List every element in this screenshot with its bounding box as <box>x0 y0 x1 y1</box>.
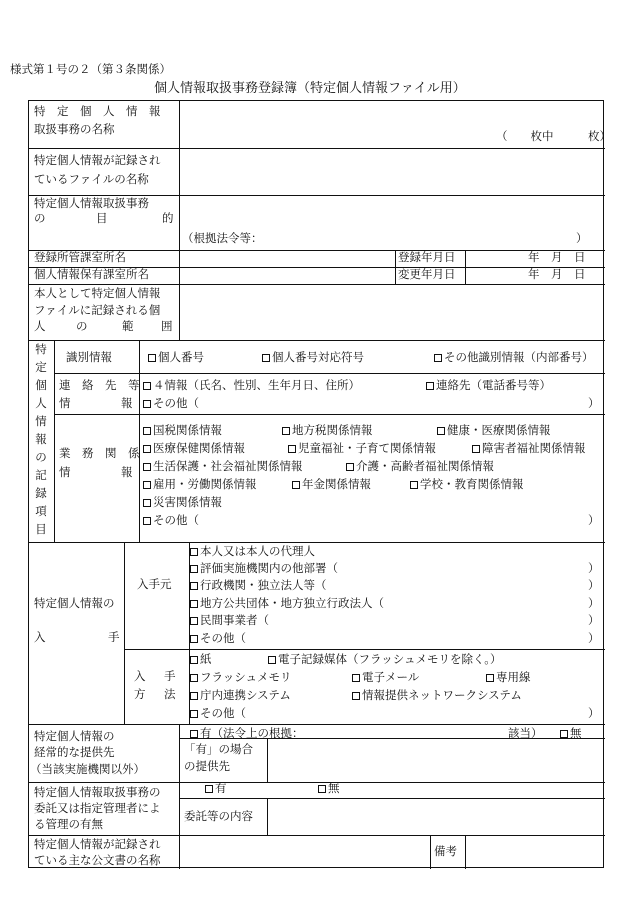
rule <box>465 835 466 869</box>
checkbox-other-id[interactable] <box>434 352 594 364</box>
checkbox-pension[interactable] <box>292 479 371 491</box>
option-label: 個人番号対応符号 <box>272 350 364 364</box>
label-scope-3c: 範 <box>122 319 134 333</box>
checkbox-health[interactable] <box>437 425 551 437</box>
rule <box>430 835 431 869</box>
rule <box>54 340 55 542</box>
reg-date-value: 年 月 日 <box>528 250 586 264</box>
checkbox-icon <box>143 400 151 408</box>
label-business-2a: 情 <box>59 465 71 479</box>
checkbox-icon <box>292 481 300 489</box>
option-label: 国税関係情報 <box>153 423 222 437</box>
label-outsourcing-content: 委託等の内容 <box>184 809 253 823</box>
rule <box>29 148 605 149</box>
checkbox-four-info[interactable] <box>143 380 360 392</box>
checkbox-method-other[interactable] <box>190 708 246 720</box>
label-documents-1: 特定個人情報が記録され <box>34 837 161 851</box>
option-label: フラッシュメモリ <box>200 670 292 684</box>
label-acquisition-2b: 手 <box>108 630 120 644</box>
label-file-1: 特定個人情報が記録され <box>34 153 161 167</box>
vertical-char: 録 <box>35 486 47 501</box>
checkbox-icon <box>148 354 156 362</box>
change-date-value: 年 月 日 <box>528 267 586 281</box>
label-outsourcing-3: る管理の有無 <box>34 817 103 831</box>
checkbox-disaster[interactable] <box>143 497 222 509</box>
label-outsourcing-2: 委託又は指定管理者によ <box>34 801 161 815</box>
source-close: ） <box>588 613 600 627</box>
checkbox-icon <box>190 582 198 590</box>
checkbox-icon <box>205 785 213 793</box>
provision-applicable: 該当） <box>508 726 543 740</box>
label-method-2a: 方 <box>134 687 146 701</box>
checkbox-icon <box>268 656 276 664</box>
rule <box>395 250 396 284</box>
option-label: 民間事業者（ <box>200 613 269 627</box>
checkbox-icon <box>472 445 480 453</box>
checkbox-method-internal-system[interactable] <box>190 690 291 702</box>
checkbox-icon <box>143 481 151 489</box>
option-label: 介護・高齢者福祉関係情報 <box>356 459 494 473</box>
checkbox-icon <box>143 427 151 435</box>
checkbox-my-number[interactable] <box>148 352 204 364</box>
option-label: 無 <box>570 726 582 740</box>
vertical-char: 人 <box>35 396 47 411</box>
option-label: 庁内連携システム <box>200 688 291 702</box>
checkbox-icon <box>190 548 198 556</box>
label-documents-2: ている主な公文書の名称 <box>34 853 161 867</box>
option-label: 学校・教育関係情報 <box>420 477 524 491</box>
checkbox-icon <box>143 445 151 453</box>
label-change-date: 変更年月日 <box>398 267 456 281</box>
label-id-info: 識別情報 <box>66 350 112 364</box>
option-label: 児童福祉・子育て関係情報 <box>298 441 436 455</box>
page-count: （ 枚中 枚） <box>496 129 611 143</box>
checkbox-my-number-code[interactable] <box>262 352 364 364</box>
label-business-2b: 報 <box>121 465 133 479</box>
vertical-char: 特 <box>35 342 47 356</box>
label-name-1: 特 定 個 人 情 報 <box>34 104 161 118</box>
business-other-close: ） <box>588 513 600 527</box>
rule <box>54 373 605 374</box>
checkbox-method-email[interactable] <box>352 672 419 684</box>
label-scope-3a: 人 <box>34 319 46 333</box>
checkbox-child-welfare[interactable] <box>288 443 436 455</box>
source-close: ） <box>588 596 600 610</box>
checkbox-outsourcing-no[interactable] <box>318 783 340 795</box>
checkbox-icon <box>318 785 326 793</box>
label-scope-3d: 囲 <box>161 319 173 333</box>
option-label: 健康・医療関係情報 <box>447 423 551 437</box>
label-acquisition-2a: 入 <box>34 630 46 644</box>
label-purpose-2a: の <box>34 211 46 225</box>
label-reg-date: 登録年月日 <box>398 250 456 264</box>
label-file-2: ているファイルの名称 <box>34 172 149 186</box>
checkbox-icon <box>190 710 198 718</box>
rule <box>179 798 605 799</box>
checkbox-method-network[interactable] <box>352 690 522 702</box>
method-close: ） <box>588 706 600 720</box>
vertical-char: 報 <box>35 432 47 447</box>
rule <box>29 724 605 725</box>
checkbox-icon <box>560 730 568 738</box>
label-scope-1: 本人として特定個人情報 <box>34 286 161 300</box>
label-acquisition-1: 特定個人情報の <box>34 596 115 610</box>
rule <box>54 414 605 415</box>
checkbox-business-other[interactable] <box>143 515 199 527</box>
option-label: 有（法令上の根拠： <box>200 726 304 740</box>
checkbox-icon <box>190 617 198 625</box>
checkbox-contact-other[interactable] <box>143 398 199 410</box>
checkbox-medical[interactable] <box>143 443 245 455</box>
checkbox-disability[interactable] <box>472 443 586 455</box>
checkbox-icon <box>426 382 434 390</box>
rule <box>124 542 125 724</box>
option-label: 本人又は本人の代理人 <box>200 544 315 558</box>
checkbox-icon <box>190 674 198 682</box>
option-label: 連絡先（電話番号等） <box>436 378 551 392</box>
checkbox-icon <box>190 565 198 573</box>
checkbox-icon <box>352 692 360 700</box>
option-label: 個人番号 <box>158 350 204 364</box>
checkbox-source-other[interactable] <box>190 633 246 645</box>
checkbox-method-paper[interactable] <box>190 654 212 666</box>
option-label: 評価実施機関内の他部署（ <box>200 561 338 575</box>
checkbox-contact[interactable] <box>426 380 551 392</box>
label-outsourcing-1: 特定個人情報取扱事務の <box>34 785 161 799</box>
option-label: その他識別情報（内部番号） <box>444 350 594 364</box>
rule <box>29 340 605 341</box>
checkbox-provision-yes[interactable] <box>190 728 304 740</box>
rule <box>29 782 605 783</box>
source-close: ） <box>588 578 600 592</box>
rule <box>29 542 605 543</box>
checkbox-icon <box>143 499 151 507</box>
option-label: 年金関係情報 <box>302 477 371 491</box>
rule <box>29 284 605 285</box>
option-label: 専用線 <box>496 670 531 684</box>
label-provision-3: （当該実施機関以外） <box>30 762 145 776</box>
vertical-char: 定 <box>35 360 47 375</box>
checkbox-icon <box>190 730 198 738</box>
contact-other-close: ） <box>588 396 600 410</box>
label-contact-2a: 情 <box>59 396 71 410</box>
source-close: ） <box>588 631 600 645</box>
vertical-char: 情 <box>35 414 47 429</box>
rule <box>465 250 466 284</box>
rule <box>267 738 268 782</box>
label-remarks: 備考 <box>434 844 457 858</box>
rule <box>179 724 180 869</box>
label-provision-dest-2: の提供先 <box>184 759 230 773</box>
checkbox-provision-no[interactable] <box>560 728 582 740</box>
checkbox-icon <box>143 517 151 525</box>
basis-law-close: ） <box>576 231 588 245</box>
option-label: 災害関係情報 <box>153 495 222 509</box>
label-holding-dept: 個人情報保有課室所名 <box>34 267 149 281</box>
label-purpose-1: 特定個人情報取扱事務 <box>34 196 149 210</box>
label-name-2: 取扱事務の名称 <box>34 122 115 136</box>
rule <box>267 798 268 835</box>
label-source: 入手元 <box>137 577 172 591</box>
checkbox-icon <box>143 463 151 471</box>
checkbox-icon <box>143 382 151 390</box>
option-label: 電子メール <box>362 670 420 684</box>
option-label: 行政機関・独立法人等（ <box>200 578 327 592</box>
label-recorded-items <box>35 344 47 536</box>
basis-law-open: （根拠法令等： <box>182 231 263 245</box>
rule <box>29 835 605 836</box>
checkbox-icon <box>262 354 270 362</box>
label-contact-2b: 報 <box>121 396 133 410</box>
option-label: 有 <box>215 781 227 795</box>
checkbox-icon <box>190 635 198 643</box>
vertical-char: の <box>35 450 47 465</box>
label-scope-3b: の <box>76 319 88 333</box>
checkbox-icon <box>434 354 442 362</box>
checkbox-source-self[interactable] <box>190 546 315 558</box>
checkbox-icon <box>346 463 354 471</box>
vertical-char: 記 <box>35 468 47 483</box>
option-label: その他（ <box>200 706 246 720</box>
checkbox-method-flash[interactable] <box>190 672 292 684</box>
option-label: ４情報（氏名、性別、生年月日、住所） <box>153 378 360 392</box>
rule <box>179 101 180 340</box>
checkbox-icon <box>190 600 198 608</box>
vertical-char: 目 <box>35 522 47 537</box>
checkbox-icon <box>288 445 296 453</box>
label-contact-1: 連 絡 先 等 <box>59 378 140 392</box>
checkbox-icon <box>486 674 494 682</box>
option-label: 障害者福祉関係情報 <box>482 441 586 455</box>
checkbox-method-media[interactable] <box>268 654 502 666</box>
option-label: 無 <box>328 781 340 795</box>
label-purpose-2c: 的 <box>162 211 174 225</box>
checkbox-source-internal[interactable] <box>190 563 338 575</box>
checkbox-icon <box>352 674 360 682</box>
label-method-1b: 手 <box>164 669 176 683</box>
checkbox-method-dedicated[interactable] <box>486 672 531 684</box>
label-method-1a: 入 <box>134 669 146 683</box>
vertical-char: 項 <box>35 504 47 519</box>
checkbox-national-tax[interactable] <box>143 425 222 437</box>
option-label: その他（ <box>153 513 199 527</box>
checkbox-livelihood[interactable] <box>143 461 303 473</box>
option-label: 生活保護・社会福祉関係情報 <box>153 459 303 473</box>
option-label: 雇用・労働関係情報 <box>153 477 257 491</box>
checkbox-source-private[interactable] <box>190 615 269 627</box>
option-label: 地方税関係情報 <box>292 423 373 437</box>
option-label: 医療保健関係情報 <box>153 441 245 455</box>
option-label: 電子記録媒体（フラッシュメモリを除く。） <box>278 652 502 666</box>
checkbox-source-local[interactable] <box>190 598 384 610</box>
checkbox-source-govt[interactable] <box>190 580 327 592</box>
label-provision-2: 経常的な提供先 <box>34 745 115 759</box>
page-title: 個人情報取扱事務登録簿（特定個人情報ファイル用） <box>154 81 466 96</box>
vertical-char: 個 <box>35 378 47 393</box>
checkbox-icon <box>282 427 290 435</box>
checkbox-icon <box>190 692 198 700</box>
checkbox-icon <box>410 481 418 489</box>
checkbox-icon <box>437 427 445 435</box>
rule <box>124 649 605 650</box>
checkbox-icon <box>190 656 198 664</box>
source-close: ） <box>588 561 600 575</box>
rule <box>139 340 140 542</box>
label-provision-1: 特定個人情報の <box>34 729 115 743</box>
option-label: その他（ <box>200 631 246 645</box>
checkbox-employment[interactable] <box>143 479 257 491</box>
label-business-1: 業 務 関 係 <box>59 446 140 460</box>
label-method-2b: 法 <box>164 687 176 701</box>
label-scope-2: ファイルに記録される個 <box>34 303 161 317</box>
label-provision-dest-1: 「有」の場合 <box>184 742 253 756</box>
checkbox-outsourcing-yes[interactable] <box>205 783 227 795</box>
label-purpose-2b: 目 <box>96 211 108 225</box>
option-label: 紙 <box>200 652 212 666</box>
checkbox-elderly-care[interactable] <box>346 461 494 473</box>
label-reg-dept: 登録所管課室所名 <box>34 250 126 264</box>
option-label: 情報提供ネットワークシステム <box>362 688 522 702</box>
option-label: 地方公共団体・地方独立行政法人（ <box>200 596 384 610</box>
option-label: その他（ <box>153 396 199 410</box>
form-number: 様式第１号の２（第３条関係） <box>10 62 171 76</box>
checkbox-education[interactable] <box>410 479 524 491</box>
checkbox-local-tax[interactable] <box>282 425 373 437</box>
